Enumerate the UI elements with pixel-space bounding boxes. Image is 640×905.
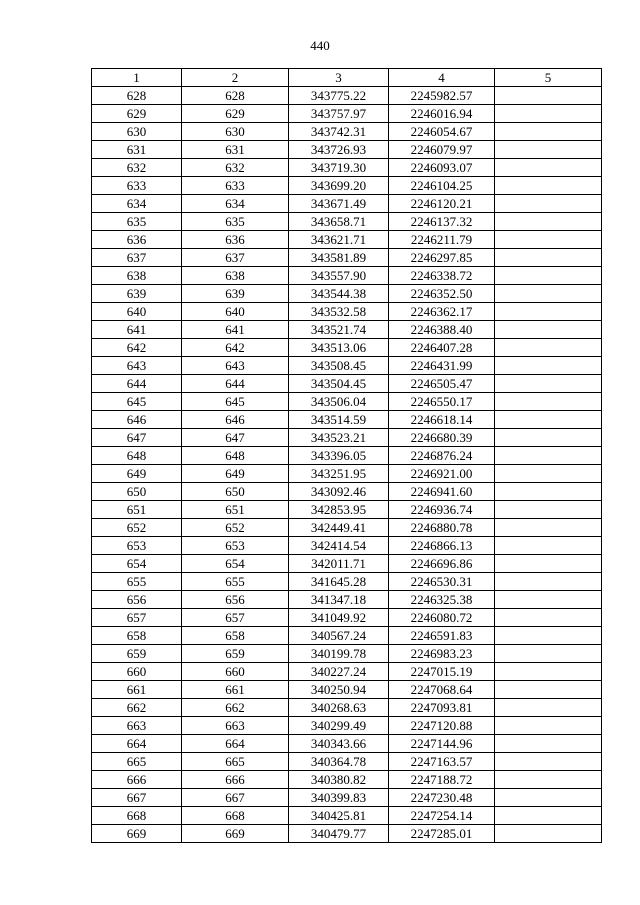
cell-point-number: 633 bbox=[92, 177, 182, 195]
cell-y-coordinate: 2247144.96 bbox=[389, 735, 495, 753]
table-row bbox=[92, 177, 602, 195]
table-row bbox=[92, 591, 602, 609]
cell-point-id: 642 bbox=[182, 339, 289, 357]
cell-note bbox=[495, 411, 602, 429]
table-row bbox=[92, 483, 602, 501]
cell-point-id: 630 bbox=[182, 123, 289, 141]
cell-point-id: 652 bbox=[182, 519, 289, 537]
cell-point-number: 662 bbox=[92, 699, 182, 717]
cell-point-id: 647 bbox=[182, 429, 289, 447]
cell-note bbox=[495, 681, 602, 699]
cell-point-id: 643 bbox=[182, 357, 289, 375]
cell-point-id: 644 bbox=[182, 375, 289, 393]
cell-point-number: 653 bbox=[92, 537, 182, 555]
table-row bbox=[92, 753, 602, 771]
table-row bbox=[92, 555, 602, 573]
cell-point-id: 654 bbox=[182, 555, 289, 573]
table-row bbox=[92, 267, 602, 285]
cell-y-coordinate: 2246120.21 bbox=[389, 195, 495, 213]
cell-x-coordinate: 343581.89 bbox=[289, 249, 389, 267]
cell-point-id: 631 bbox=[182, 141, 289, 159]
column-header-5: 5 bbox=[495, 69, 602, 87]
cell-point-number: 647 bbox=[92, 429, 182, 447]
cell-note bbox=[495, 663, 602, 681]
table-row bbox=[92, 393, 602, 411]
cell-y-coordinate: 2246016.94 bbox=[389, 105, 495, 123]
cell-point-id: 667 bbox=[182, 789, 289, 807]
table-row bbox=[92, 771, 602, 789]
table-row bbox=[92, 339, 602, 357]
cell-point-id: 662 bbox=[182, 699, 289, 717]
cell-note bbox=[495, 465, 602, 483]
cell-x-coordinate: 343775.22 bbox=[289, 87, 389, 105]
cell-note bbox=[495, 375, 602, 393]
cell-x-coordinate: 343726.93 bbox=[289, 141, 389, 159]
column-header-3: 3 bbox=[289, 69, 389, 87]
cell-x-coordinate: 340479.77 bbox=[289, 825, 389, 843]
cell-x-coordinate: 343092.46 bbox=[289, 483, 389, 501]
cell-y-coordinate: 2246338.72 bbox=[389, 267, 495, 285]
cell-y-coordinate: 2247254.14 bbox=[389, 807, 495, 825]
table-row bbox=[92, 465, 602, 483]
table-row bbox=[92, 141, 602, 159]
cell-x-coordinate: 342853.95 bbox=[289, 501, 389, 519]
cell-point-id: 639 bbox=[182, 285, 289, 303]
cell-y-coordinate: 2247188.72 bbox=[389, 771, 495, 789]
cell-y-coordinate: 2246407.28 bbox=[389, 339, 495, 357]
cell-x-coordinate: 342414.54 bbox=[289, 537, 389, 555]
table-row bbox=[92, 825, 602, 843]
cell-point-id: 629 bbox=[182, 105, 289, 123]
cell-y-coordinate: 2246325.38 bbox=[389, 591, 495, 609]
cell-note bbox=[495, 321, 602, 339]
cell-y-coordinate: 2246880.78 bbox=[389, 519, 495, 537]
cell-point-id: 655 bbox=[182, 573, 289, 591]
cell-point-number: 649 bbox=[92, 465, 182, 483]
cell-point-id: 632 bbox=[182, 159, 289, 177]
table-row bbox=[92, 789, 602, 807]
cell-point-number: 667 bbox=[92, 789, 182, 807]
cell-point-id: 645 bbox=[182, 393, 289, 411]
cell-y-coordinate: 2246696.86 bbox=[389, 555, 495, 573]
cell-note bbox=[495, 555, 602, 573]
table-row bbox=[92, 105, 602, 123]
cell-note bbox=[495, 249, 602, 267]
table-header bbox=[92, 69, 602, 87]
cell-x-coordinate: 343521.74 bbox=[289, 321, 389, 339]
cell-x-coordinate: 343504.45 bbox=[289, 375, 389, 393]
cell-y-coordinate: 2246080.72 bbox=[389, 609, 495, 627]
cell-note bbox=[495, 123, 602, 141]
cell-x-coordinate: 343523.21 bbox=[289, 429, 389, 447]
cell-point-id: 653 bbox=[182, 537, 289, 555]
cell-x-coordinate: 343544.38 bbox=[289, 285, 389, 303]
cell-y-coordinate: 2246137.32 bbox=[389, 213, 495, 231]
cell-x-coordinate: 340250.94 bbox=[289, 681, 389, 699]
cell-y-coordinate: 2246921.00 bbox=[389, 465, 495, 483]
cell-point-id: 669 bbox=[182, 825, 289, 843]
cell-note bbox=[495, 645, 602, 663]
cell-note bbox=[495, 789, 602, 807]
cell-x-coordinate: 343719.30 bbox=[289, 159, 389, 177]
column-header-2: 2 bbox=[182, 69, 289, 87]
cell-y-coordinate: 2247230.48 bbox=[389, 789, 495, 807]
cell-x-coordinate: 343699.20 bbox=[289, 177, 389, 195]
cell-y-coordinate: 2246362.17 bbox=[389, 303, 495, 321]
cell-x-coordinate: 340268.63 bbox=[289, 699, 389, 717]
cell-y-coordinate: 2247120.88 bbox=[389, 717, 495, 735]
cell-x-coordinate: 343658.71 bbox=[289, 213, 389, 231]
cell-x-coordinate: 340380.82 bbox=[289, 771, 389, 789]
table-row bbox=[92, 321, 602, 339]
cell-point-number: 646 bbox=[92, 411, 182, 429]
cell-point-number: 665 bbox=[92, 753, 182, 771]
cell-y-coordinate: 2246936.74 bbox=[389, 501, 495, 519]
page-number: 440 bbox=[310, 38, 330, 53]
cell-x-coordinate: 343671.49 bbox=[289, 195, 389, 213]
table-row bbox=[92, 717, 602, 735]
cell-note bbox=[495, 87, 602, 105]
table-row bbox=[92, 807, 602, 825]
cell-x-coordinate: 341645.28 bbox=[289, 573, 389, 591]
cell-point-number: 632 bbox=[92, 159, 182, 177]
cell-x-coordinate: 343513.06 bbox=[289, 339, 389, 357]
cell-note bbox=[495, 159, 602, 177]
cell-point-number: 644 bbox=[92, 375, 182, 393]
cell-x-coordinate: 343251.95 bbox=[289, 465, 389, 483]
header-row bbox=[92, 69, 602, 87]
cell-point-number: 664 bbox=[92, 735, 182, 753]
cell-y-coordinate: 2246983.23 bbox=[389, 645, 495, 663]
cell-note bbox=[495, 339, 602, 357]
cell-point-number: 639 bbox=[92, 285, 182, 303]
cell-point-number: 642 bbox=[92, 339, 182, 357]
cell-x-coordinate: 342449.41 bbox=[289, 519, 389, 537]
cell-x-coordinate: 340567.24 bbox=[289, 627, 389, 645]
cell-note bbox=[495, 429, 602, 447]
table-row bbox=[92, 681, 602, 699]
cell-y-coordinate: 2246211.79 bbox=[389, 231, 495, 249]
cell-note bbox=[495, 447, 602, 465]
cell-point-id: 649 bbox=[182, 465, 289, 483]
cell-point-id: 633 bbox=[182, 177, 289, 195]
cell-y-coordinate: 2247093.81 bbox=[389, 699, 495, 717]
cell-point-number: 640 bbox=[92, 303, 182, 321]
cell-note bbox=[495, 195, 602, 213]
cell-note bbox=[495, 393, 602, 411]
table-row bbox=[92, 303, 602, 321]
table-row bbox=[92, 537, 602, 555]
cell-y-coordinate: 2247068.64 bbox=[389, 681, 495, 699]
cell-point-id: 657 bbox=[182, 609, 289, 627]
column-header-1: 1 bbox=[92, 69, 182, 87]
cell-point-number: 648 bbox=[92, 447, 182, 465]
cell-point-number: 628 bbox=[92, 87, 182, 105]
cell-note bbox=[495, 357, 602, 375]
cell-point-number: 655 bbox=[92, 573, 182, 591]
cell-point-id: 640 bbox=[182, 303, 289, 321]
cell-x-coordinate: 343742.31 bbox=[289, 123, 389, 141]
cell-point-number: 630 bbox=[92, 123, 182, 141]
cell-note bbox=[495, 591, 602, 609]
cell-point-id: 660 bbox=[182, 663, 289, 681]
cell-y-coordinate: 2246054.67 bbox=[389, 123, 495, 141]
cell-y-coordinate: 2246079.97 bbox=[389, 141, 495, 159]
cell-point-id: 648 bbox=[182, 447, 289, 465]
table-row bbox=[92, 735, 602, 753]
table-body bbox=[92, 87, 602, 843]
cell-y-coordinate: 2247163.57 bbox=[389, 753, 495, 771]
cell-x-coordinate: 340399.83 bbox=[289, 789, 389, 807]
cell-point-number: 637 bbox=[92, 249, 182, 267]
cell-note bbox=[495, 627, 602, 645]
column-header-4: 4 bbox=[389, 69, 495, 87]
cell-point-id: 636 bbox=[182, 231, 289, 249]
cell-y-coordinate: 2245982.57 bbox=[389, 87, 495, 105]
cell-x-coordinate: 341347.18 bbox=[289, 591, 389, 609]
cell-point-id: 641 bbox=[182, 321, 289, 339]
cell-x-coordinate: 343508.45 bbox=[289, 357, 389, 375]
cell-point-id: 634 bbox=[182, 195, 289, 213]
cell-x-coordinate: 343396.05 bbox=[289, 447, 389, 465]
cell-y-coordinate: 2246297.85 bbox=[389, 249, 495, 267]
cell-note bbox=[495, 519, 602, 537]
coordinates-table bbox=[91, 68, 602, 843]
table-row bbox=[92, 447, 602, 465]
table-row bbox=[92, 411, 602, 429]
table-row bbox=[92, 429, 602, 447]
cell-point-number: 658 bbox=[92, 627, 182, 645]
cell-x-coordinate: 340425.81 bbox=[289, 807, 389, 825]
cell-y-coordinate: 2246550.17 bbox=[389, 393, 495, 411]
table-row bbox=[92, 627, 602, 645]
cell-note bbox=[495, 771, 602, 789]
cell-note bbox=[495, 573, 602, 591]
cell-note bbox=[495, 303, 602, 321]
cell-point-number: 643 bbox=[92, 357, 182, 375]
cell-point-id: 664 bbox=[182, 735, 289, 753]
cell-point-number: 656 bbox=[92, 591, 182, 609]
cell-point-id: 663 bbox=[182, 717, 289, 735]
cell-note bbox=[495, 483, 602, 501]
cell-note bbox=[495, 537, 602, 555]
cell-point-id: 637 bbox=[182, 249, 289, 267]
cell-point-id: 666 bbox=[182, 771, 289, 789]
cell-point-number: 660 bbox=[92, 663, 182, 681]
cell-note bbox=[495, 105, 602, 123]
cell-note bbox=[495, 609, 602, 627]
cell-note bbox=[495, 699, 602, 717]
cell-point-id: 638 bbox=[182, 267, 289, 285]
table-row bbox=[92, 87, 602, 105]
cell-point-number: 638 bbox=[92, 267, 182, 285]
table-row bbox=[92, 609, 602, 627]
cell-x-coordinate: 343506.04 bbox=[289, 393, 389, 411]
cell-note bbox=[495, 735, 602, 753]
cell-point-id: 658 bbox=[182, 627, 289, 645]
table-row bbox=[92, 663, 602, 681]
cell-point-number: 645 bbox=[92, 393, 182, 411]
cell-x-coordinate: 342011.71 bbox=[289, 555, 389, 573]
cell-point-number: 666 bbox=[92, 771, 182, 789]
cell-point-id: 650 bbox=[182, 483, 289, 501]
cell-point-number: 652 bbox=[92, 519, 182, 537]
cell-point-id: 656 bbox=[182, 591, 289, 609]
cell-note bbox=[495, 213, 602, 231]
table-row bbox=[92, 573, 602, 591]
cell-point-number: 668 bbox=[92, 807, 182, 825]
cell-y-coordinate: 2246505.47 bbox=[389, 375, 495, 393]
cell-y-coordinate: 2246680.39 bbox=[389, 429, 495, 447]
cell-y-coordinate: 2246866.13 bbox=[389, 537, 495, 555]
cell-note bbox=[495, 807, 602, 825]
cell-point-number: 659 bbox=[92, 645, 182, 663]
cell-x-coordinate: 340227.24 bbox=[289, 663, 389, 681]
cell-x-coordinate: 340199.78 bbox=[289, 645, 389, 663]
table-row bbox=[92, 285, 602, 303]
cell-point-number: 629 bbox=[92, 105, 182, 123]
cell-point-number: 651 bbox=[92, 501, 182, 519]
table-row bbox=[92, 213, 602, 231]
table-row bbox=[92, 195, 602, 213]
cell-y-coordinate: 2246388.40 bbox=[389, 321, 495, 339]
cell-point-number: 650 bbox=[92, 483, 182, 501]
table-row bbox=[92, 159, 602, 177]
cell-y-coordinate: 2246876.24 bbox=[389, 447, 495, 465]
table-row bbox=[92, 519, 602, 537]
cell-x-coordinate: 341049.92 bbox=[289, 609, 389, 627]
cell-point-number: 657 bbox=[92, 609, 182, 627]
cell-note bbox=[495, 267, 602, 285]
cell-note bbox=[495, 141, 602, 159]
cell-point-number: 663 bbox=[92, 717, 182, 735]
cell-note bbox=[495, 285, 602, 303]
cell-x-coordinate: 343621.71 bbox=[289, 231, 389, 249]
cell-point-number: 669 bbox=[92, 825, 182, 843]
cell-y-coordinate: 2247285.01 bbox=[389, 825, 495, 843]
cell-point-id: 661 bbox=[182, 681, 289, 699]
table-row bbox=[92, 357, 602, 375]
cell-y-coordinate: 2246093.07 bbox=[389, 159, 495, 177]
table-row bbox=[92, 249, 602, 267]
cell-point-number: 636 bbox=[92, 231, 182, 249]
cell-x-coordinate: 343557.90 bbox=[289, 267, 389, 285]
cell-note bbox=[495, 753, 602, 771]
cell-point-number: 654 bbox=[92, 555, 182, 573]
cell-y-coordinate: 2246941.60 bbox=[389, 483, 495, 501]
cell-point-id: 651 bbox=[182, 501, 289, 519]
cell-note bbox=[495, 231, 602, 249]
table-row bbox=[92, 501, 602, 519]
table-row bbox=[92, 123, 602, 141]
cell-point-number: 634 bbox=[92, 195, 182, 213]
cell-x-coordinate: 340364.78 bbox=[289, 753, 389, 771]
cell-y-coordinate: 2246352.50 bbox=[389, 285, 495, 303]
cell-note bbox=[495, 177, 602, 195]
cell-x-coordinate: 343532.58 bbox=[289, 303, 389, 321]
cell-x-coordinate: 340343.66 bbox=[289, 735, 389, 753]
cell-point-id: 635 bbox=[182, 213, 289, 231]
table-row bbox=[92, 375, 602, 393]
cell-point-number: 661 bbox=[92, 681, 182, 699]
cell-y-coordinate: 2246104.25 bbox=[389, 177, 495, 195]
cell-point-id: 659 bbox=[182, 645, 289, 663]
cell-y-coordinate: 2247015.19 bbox=[389, 663, 495, 681]
cell-x-coordinate: 340299.49 bbox=[289, 717, 389, 735]
cell-note bbox=[495, 501, 602, 519]
table-row bbox=[92, 645, 602, 663]
cell-point-id: 628 bbox=[182, 87, 289, 105]
cell-y-coordinate: 2246431.99 bbox=[389, 357, 495, 375]
cell-point-number: 631 bbox=[92, 141, 182, 159]
cell-x-coordinate: 343757.97 bbox=[289, 105, 389, 123]
table-row bbox=[92, 231, 602, 249]
cell-y-coordinate: 2246530.31 bbox=[389, 573, 495, 591]
cell-y-coordinate: 2246591.83 bbox=[389, 627, 495, 645]
cell-x-coordinate: 343514.59 bbox=[289, 411, 389, 429]
cell-note bbox=[495, 717, 602, 735]
cell-point-id: 665 bbox=[182, 753, 289, 771]
cell-point-id: 646 bbox=[182, 411, 289, 429]
cell-point-number: 635 bbox=[92, 213, 182, 231]
cell-y-coordinate: 2246618.14 bbox=[389, 411, 495, 429]
cell-point-id: 668 bbox=[182, 807, 289, 825]
cell-note bbox=[495, 825, 602, 843]
cell-point-number: 641 bbox=[92, 321, 182, 339]
table-row bbox=[92, 699, 602, 717]
